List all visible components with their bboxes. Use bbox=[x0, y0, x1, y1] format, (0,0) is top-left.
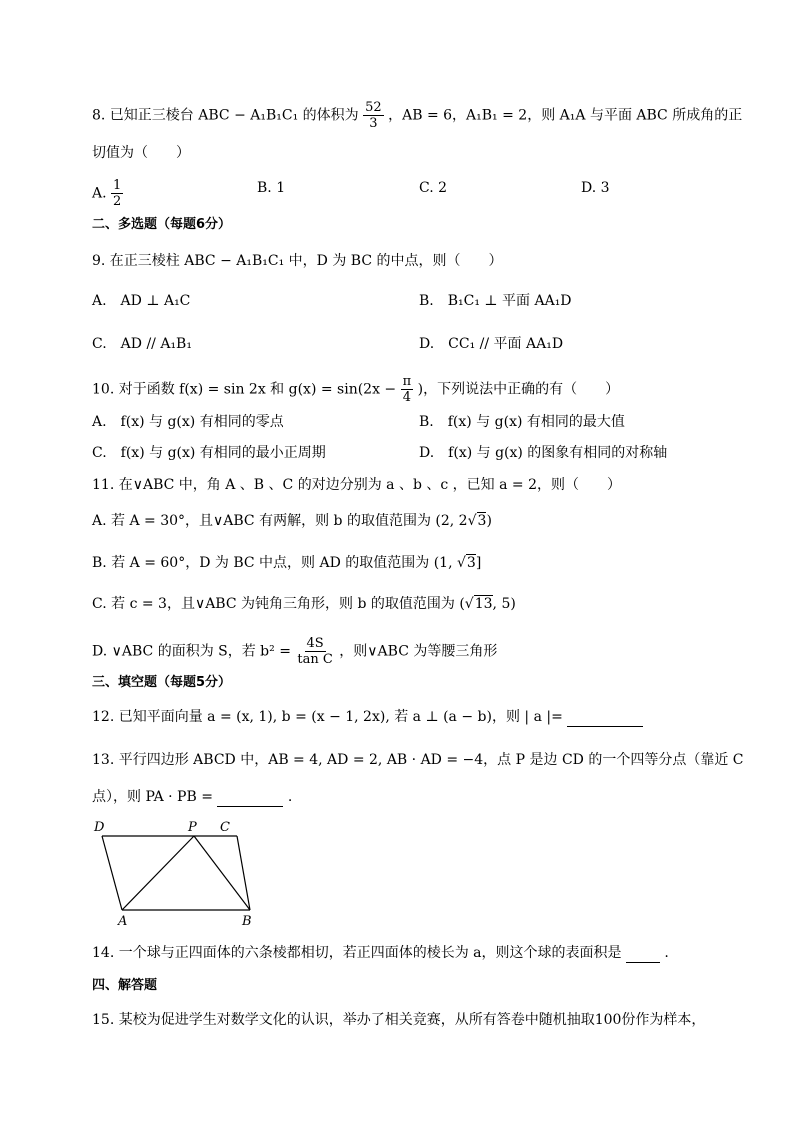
q11-b-range-right: ] bbox=[475, 555, 482, 571]
q14-line bbox=[92, 943, 669, 963]
vertex-label-p: P bbox=[188, 820, 197, 835]
q10-stem bbox=[92, 374, 619, 405]
q11-option-d-after: ，则∨ABC 为等腰三角形 bbox=[339, 643, 498, 660]
vertex-label-a: A bbox=[118, 914, 128, 929]
section-3-heading: 三、填空题（每题5分） bbox=[92, 675, 232, 690]
q8-option-a-num: 1 bbox=[113, 178, 122, 193]
q14-answer-blank[interactable] bbox=[626, 946, 660, 963]
q8-line1 bbox=[92, 100, 742, 131]
q11-a-range-right: ) bbox=[486, 513, 492, 529]
q10-pi-fraction bbox=[401, 374, 414, 405]
q11-option-c-range: (√13, 5) bbox=[459, 596, 516, 612]
q8-option-a-fraction bbox=[111, 178, 123, 209]
q11-option-b-text: B. 若 A = 60°，D 为 BC 中点，则 AD 的取值范围为 bbox=[92, 555, 430, 571]
section-4-heading: 四、解答题 bbox=[92, 978, 158, 993]
q8-stem-rest: ，AB = 6，A₁B₁ = 2，则 A₁A 与平面 ABC 所成角的正 bbox=[388, 107, 743, 124]
q11-stem: 11. 在∨ABC 中，角 A 、B 、C 的对边分别为 a 、b 、c ，已知 a = 2，则（ ） bbox=[92, 477, 621, 493]
q13-stem-line2: 点），则 PA · PB = bbox=[92, 789, 213, 805]
q10-stem-after: )，下列说法中正确的有（ ） bbox=[417, 381, 620, 398]
q11-d-frac-num: 4S bbox=[306, 636, 324, 651]
q9-option-b: B. B₁C₁ ⊥ 平面 AA₁D bbox=[419, 293, 572, 309]
q11-option-d-fraction bbox=[295, 636, 334, 667]
q10-frac-num: π bbox=[402, 374, 412, 389]
q10-option-c: C. f(x) 与 g(x) 有相同的最小正周期 bbox=[92, 445, 326, 461]
parallelogram-figure bbox=[92, 818, 262, 930]
q8-line2: 切值为（ ） bbox=[92, 145, 190, 161]
q11-option-c bbox=[92, 594, 516, 614]
q9-option-d: D. CC₁ // 平面 AA₁D bbox=[419, 336, 564, 352]
q13-line1: 13. 平行四边形 ABCD 中，AB = 4, AD = 2, AB · AD = −4，点 P 是边 CD 的一个四等分点（靠近 C bbox=[92, 752, 744, 768]
q11-option-d bbox=[92, 636, 497, 667]
q8-option-a bbox=[92, 178, 123, 209]
edge-da bbox=[102, 836, 122, 910]
segment-pb bbox=[194, 836, 250, 910]
vertex-label-c: C bbox=[220, 820, 230, 835]
q11-option-d-text: D. ∨ABC 的面积为 S，若 b² = bbox=[92, 643, 291, 660]
q10-frac-den: 4 bbox=[402, 390, 412, 405]
vertex-label-b: B bbox=[242, 914, 252, 929]
edge-cb bbox=[237, 836, 250, 910]
q8-volume-fraction bbox=[363, 100, 384, 131]
q11-option-b-range: (1, √3] bbox=[433, 555, 482, 571]
q11-option-a bbox=[92, 511, 492, 531]
q13-answer-blank[interactable] bbox=[217, 790, 283, 807]
vertex-label-d: D bbox=[94, 820, 105, 835]
q11-option-c-text: C. 若 c = 3，且∨ABC 为钝角三角形，则 b 的取值范围为 bbox=[92, 596, 455, 612]
q14-stem: 14. 一个球与正四面体的六条棱都相切，若正四面体的棱长为 a，则这个球的表面积是 bbox=[92, 945, 622, 961]
q11-option-a-text: A. 若 A = 30°，且∨ABC 有两解，则 b 的取值范围为 bbox=[92, 513, 431, 529]
q14-stem-end: . bbox=[664, 945, 669, 961]
q9-option-a: A. AD ⊥ A₁C bbox=[92, 293, 191, 309]
q12-answer-blank[interactable] bbox=[567, 710, 643, 727]
segment-pa bbox=[122, 836, 194, 910]
q11-b-range-sqrt: 3 bbox=[466, 555, 476, 571]
q10-stem-before: 10. 对于函数 f(x) = sin 2x 和 g(x) = sin(2x − bbox=[92, 381, 397, 398]
q8-option-d: D. 3 bbox=[581, 180, 610, 196]
q8-frac-den: 3 bbox=[369, 116, 378, 131]
q11-a-range-sqrt: 3 bbox=[477, 513, 487, 529]
q11-c-range-sqrt: 13 bbox=[474, 596, 493, 612]
q8-frac-num: 52 bbox=[365, 100, 382, 115]
q11-a-range-left: (2, 2 bbox=[435, 513, 468, 529]
q11-d-frac-den: tan C bbox=[297, 652, 333, 667]
q8-option-c: C. 2 bbox=[419, 180, 448, 196]
q8-option-b: B. 1 bbox=[257, 180, 286, 196]
q11-option-b bbox=[92, 553, 481, 573]
q8-option-a-den: 2 bbox=[113, 194, 122, 209]
q15-stem: 15. 某校为促进学生对数学文化的认识，举办了相关竞赛，从所有答卷中随机抽取100份作为样本， bbox=[92, 1012, 706, 1028]
q12-line bbox=[92, 707, 643, 727]
q11-c-range-right: , 5) bbox=[492, 596, 516, 612]
q11-c-range-left: ( bbox=[459, 596, 465, 612]
q13-line2 bbox=[92, 787, 292, 807]
q10-option-d: D. f(x) 与 g(x) 的图象有相同的对称轴 bbox=[419, 445, 668, 461]
q9-option-c: C. AD // A₁B₁ bbox=[92, 336, 192, 352]
q8-option-a-label: A. bbox=[92, 185, 107, 202]
q12-stem: 12. 已知平面向量 a = (x, 1), b = (x − 1, 2x), 若 a ⊥ (a − b)，则 | a |= bbox=[92, 709, 563, 725]
q10-option-b: B. f(x) 与 g(x) 有相同的最大值 bbox=[419, 414, 625, 430]
section-2-heading: 二、多选题（每题6分） bbox=[92, 217, 232, 232]
q10-option-a: A. f(x) 与 g(x) 有相同的零点 bbox=[92, 414, 284, 430]
q13-stem-end: . bbox=[287, 789, 293, 805]
q11-b-range-left: (1, bbox=[433, 555, 453, 571]
q9-stem: 9. 在正三棱柱 ABC − A₁B₁C₁ 中，D 为 BC 的中点，则（ ） bbox=[92, 253, 503, 269]
q8-stem-start: 8. 已知正三棱台 ABC − A₁B₁C₁ 的体积为 bbox=[92, 107, 359, 124]
q11-option-a-range: (2, 2√3) bbox=[435, 513, 492, 529]
